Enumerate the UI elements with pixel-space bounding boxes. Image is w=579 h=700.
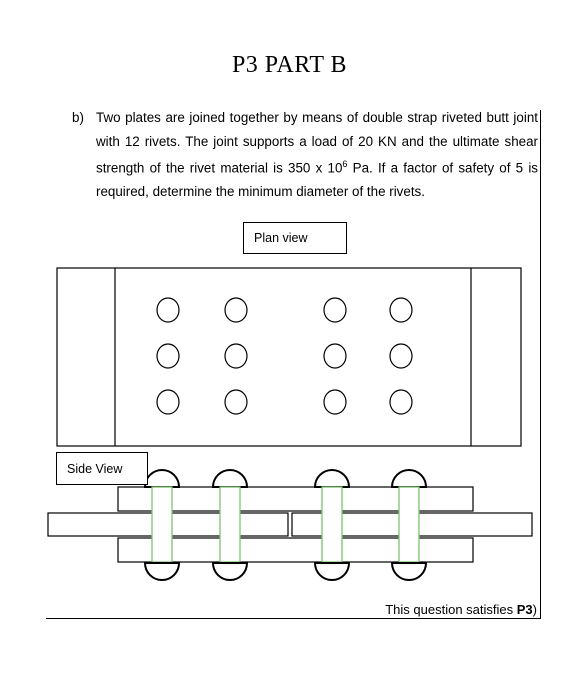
rivet-head-top (145, 470, 179, 487)
plan-rivet-r3-c4 (390, 390, 412, 414)
rivet-shank (152, 487, 172, 562)
page-title: P3 PART B (231, 52, 348, 78)
question-text-main: Two plates are joined together by means of double strap riveted butt joint with 12 rivets. The joint supports a load of 20 KN and the ultimate shear strength of the rivet material is 350 x 10 (96, 110, 538, 176)
rivet-head-bottom (145, 563, 179, 580)
plan-rivet-r1-c4 (390, 298, 412, 322)
plan-outer-plate (57, 268, 521, 446)
rivet-head-top (213, 470, 247, 487)
rivet-head-top (315, 470, 349, 487)
plan-rivet-r3-c2 (225, 390, 247, 414)
footer-closing: ) (532, 602, 537, 617)
plan-rivet-r3-c3 (324, 390, 346, 414)
rivet-shank (220, 487, 240, 562)
rivet-head-bottom (213, 563, 247, 580)
footer-note (385, 602, 537, 617)
footer-text: This question satisfies (385, 602, 517, 617)
plan-rivet-r2-c1 (157, 344, 179, 368)
plan-view (57, 268, 521, 446)
plan-rivet-r3-c1 (157, 390, 179, 414)
plan-view-label: Plan view (243, 222, 347, 254)
question-exponent: 6 (342, 159, 348, 170)
question-label: b) (72, 110, 84, 125)
rivet-head-top (392, 470, 426, 487)
plan-rivet-r1-c3 (324, 298, 346, 322)
rivet-shank (322, 487, 342, 562)
plan-rivet-group (157, 298, 412, 414)
plan-rivet-r2-c2 (225, 344, 247, 368)
question-text-end: Pa. If a factor of safety of 5 is required, determine the minimum diameter of the rivets. (96, 160, 538, 200)
footer-bold: P3 (516, 602, 533, 617)
side-view-label: Side View (56, 452, 148, 485)
plan-rivet-r2-c3 (324, 344, 346, 368)
plan-rivet-r1-c1 (157, 298, 179, 322)
plan-rivet-r2-c4 (390, 344, 412, 368)
plan-rivet-r1-c2 (225, 298, 247, 322)
side-view (48, 470, 532, 580)
rivet-head-bottom (392, 563, 426, 580)
rivet-shank (399, 487, 419, 562)
rivet-head-bottom (315, 563, 349, 580)
